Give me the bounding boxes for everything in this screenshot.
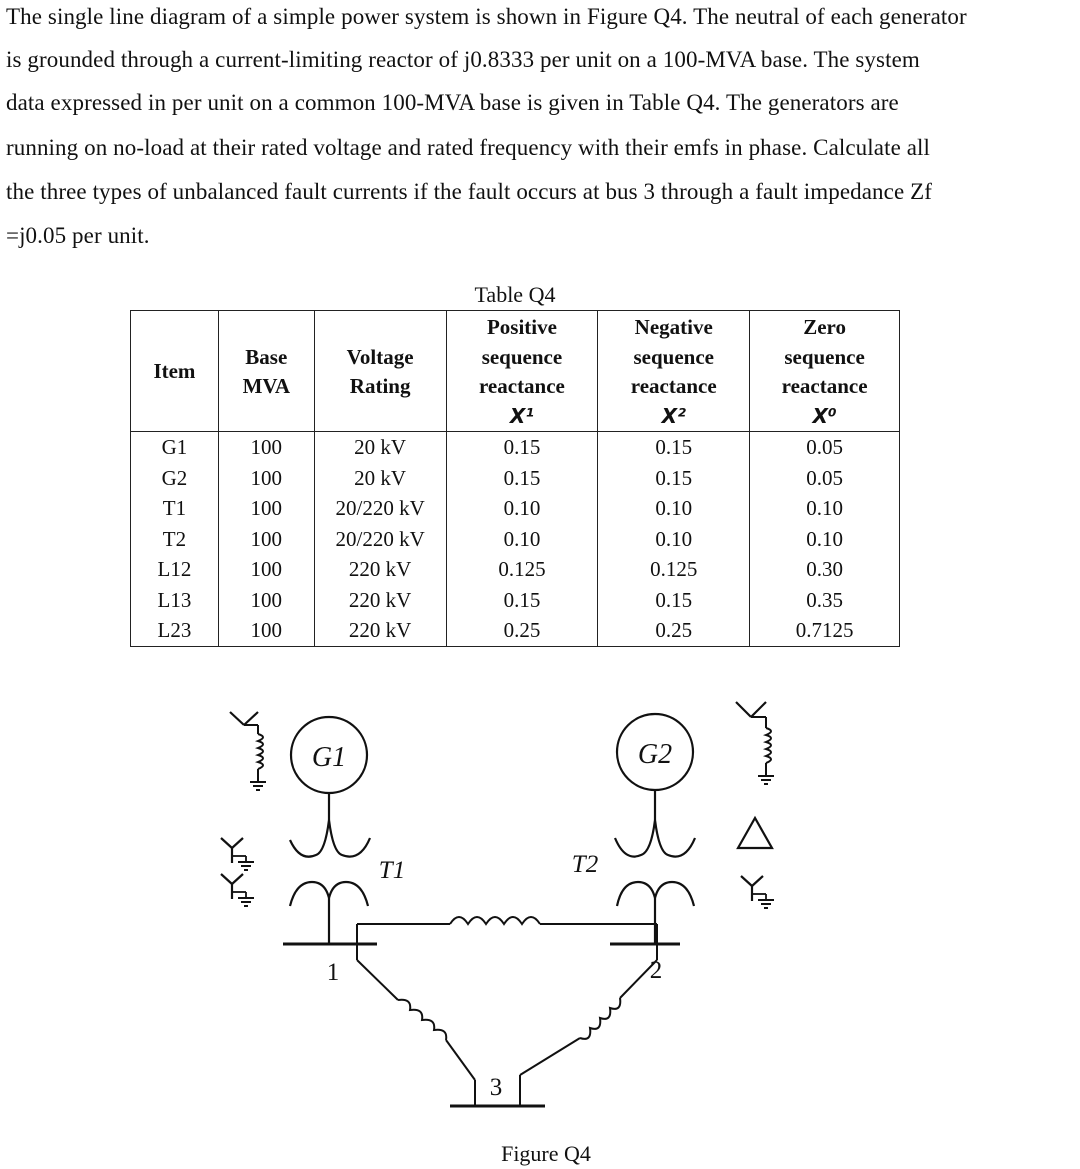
header-zero-sequence: Zero sequence reactance X⁰	[750, 311, 900, 432]
table-row	[131, 585, 900, 616]
cell-x2: 0.10	[598, 524, 750, 555]
cell-base-mva: 100	[218, 524, 314, 555]
t1-secondary-wye-icon	[221, 874, 254, 906]
table-row	[131, 554, 900, 585]
header-positive-sequence: Positive sequence reactance X¹	[446, 311, 598, 432]
zero-symbol: X⁰	[812, 403, 837, 428]
cell-x0: 0.10	[750, 493, 900, 524]
cell-voltage: 220 kV	[314, 554, 446, 585]
problem-line-4: running on no-load at their rated voltage and rated frequency with their emfs in phase. Calculate all	[6, 135, 931, 160]
bus-2-label: 2	[649, 957, 663, 984]
cell-base-mva: 100	[218, 463, 314, 494]
cell-item: L12	[131, 554, 219, 585]
cell-x2: 0.15	[598, 585, 750, 616]
cell-x2: 0.15	[598, 432, 750, 463]
figure-caption: Figure Q4	[501, 1141, 591, 1166]
table-row	[131, 493, 900, 524]
t1-label: T1	[378, 857, 406, 884]
cell-item: T1	[131, 493, 219, 524]
cell-x0: 0.30	[750, 554, 900, 585]
cell-x0: 0.10	[750, 524, 900, 555]
cell-voltage: 220 kV	[314, 585, 446, 616]
transformer-t2	[572, 820, 695, 944]
sequence-reactance-table	[130, 310, 900, 647]
t2-secondary-wye-icon	[741, 876, 774, 908]
cell-voltage: 20 kV	[314, 463, 446, 494]
cell-item: L23	[131, 615, 219, 646]
g1-neutral-reactor	[230, 712, 266, 790]
cell-x2: 0.25	[598, 615, 750, 646]
cell-x1: 0.15	[446, 585, 598, 616]
cell-x0: 0.05	[750, 432, 900, 463]
cell-voltage: 20/220 kV	[314, 493, 446, 524]
g1-label: G1	[311, 742, 347, 773]
negative-symbol: X²	[661, 403, 686, 428]
t2-delta-icon	[738, 818, 772, 848]
cell-x2: 0.10	[598, 493, 750, 524]
cell-voltage: 220 kV	[314, 615, 446, 646]
problem-line-5: the three types of unbalanced fault currents if the fault occurs at bus 3 through a fault impedance Zf	[6, 179, 933, 204]
cell-item: T2	[131, 524, 219, 555]
cell-x0: 0.05	[750, 463, 900, 494]
bus-3-label: 3	[489, 1074, 503, 1101]
generator-g1	[291, 717, 367, 820]
generator-g2	[617, 714, 693, 820]
line-l12	[357, 917, 657, 944]
transformer-t1	[290, 820, 405, 944]
line-l13	[357, 944, 475, 1106]
cell-item: L13	[131, 585, 219, 616]
table-row	[131, 615, 900, 646]
table-header-row	[131, 311, 900, 432]
header-item: Item	[131, 311, 219, 432]
g2-neutral-reactor	[736, 702, 774, 784]
cell-x0: 0.35	[750, 585, 900, 616]
cell-base-mva: 100	[218, 615, 314, 646]
cell-x1: 0.10	[446, 524, 598, 555]
cell-x1: 0.125	[446, 554, 598, 585]
cell-item: G1	[131, 432, 219, 463]
problem-line-6: =j0.05 per unit.	[6, 223, 150, 248]
cell-base-mva: 100	[218, 554, 314, 585]
problem-line-3: data expressed in per unit on a common 100-MVA base is given in Table Q4. The generators are	[6, 90, 899, 115]
header-negative-sequence: Negative sequence reactance X²	[598, 311, 750, 432]
table-row	[131, 463, 900, 494]
cell-x2: 0.15	[598, 463, 750, 494]
bus-3	[450, 1074, 545, 1106]
header-voltage-rating: Voltage Rating	[314, 311, 446, 432]
t2-label: T2	[571, 851, 599, 878]
bus-1-label: 1	[326, 959, 340, 986]
cell-base-mva: 100	[218, 493, 314, 524]
table-row	[131, 524, 900, 555]
cell-x0: 0.7125	[750, 615, 900, 646]
table-row	[131, 432, 900, 463]
cell-base-mva: 100	[218, 585, 314, 616]
positive-symbol: X¹	[509, 403, 535, 428]
problem-line-1: The single line diagram of a simple power system is shown in Figure Q4. The neutral of each generator	[6, 4, 967, 29]
cell-voltage: 20/220 kV	[314, 524, 446, 555]
single-line-diagram	[0, 690, 1080, 1169]
cell-item: G2	[131, 463, 219, 494]
cell-x1: 0.15	[446, 463, 598, 494]
cell-x1: 0.15	[446, 432, 598, 463]
table-caption: Table Q4	[474, 282, 556, 307]
g2-label: G2	[637, 739, 673, 770]
cell-x1: 0.25	[446, 615, 598, 646]
cell-x2: 0.125	[598, 554, 750, 585]
line-l23	[520, 944, 657, 1106]
cell-base-mva: 100	[218, 432, 314, 463]
bus-2	[610, 944, 680, 984]
t1-primary-wye-icon	[221, 838, 254, 870]
header-base-mva: Base MVA	[218, 311, 314, 432]
problem-line-2: is grounded through a current-limiting reactor of j0.8333 per unit on a 100-MVA base. The system	[6, 47, 920, 72]
cell-x1: 0.10	[446, 493, 598, 524]
cell-voltage: 20 kV	[314, 432, 446, 463]
